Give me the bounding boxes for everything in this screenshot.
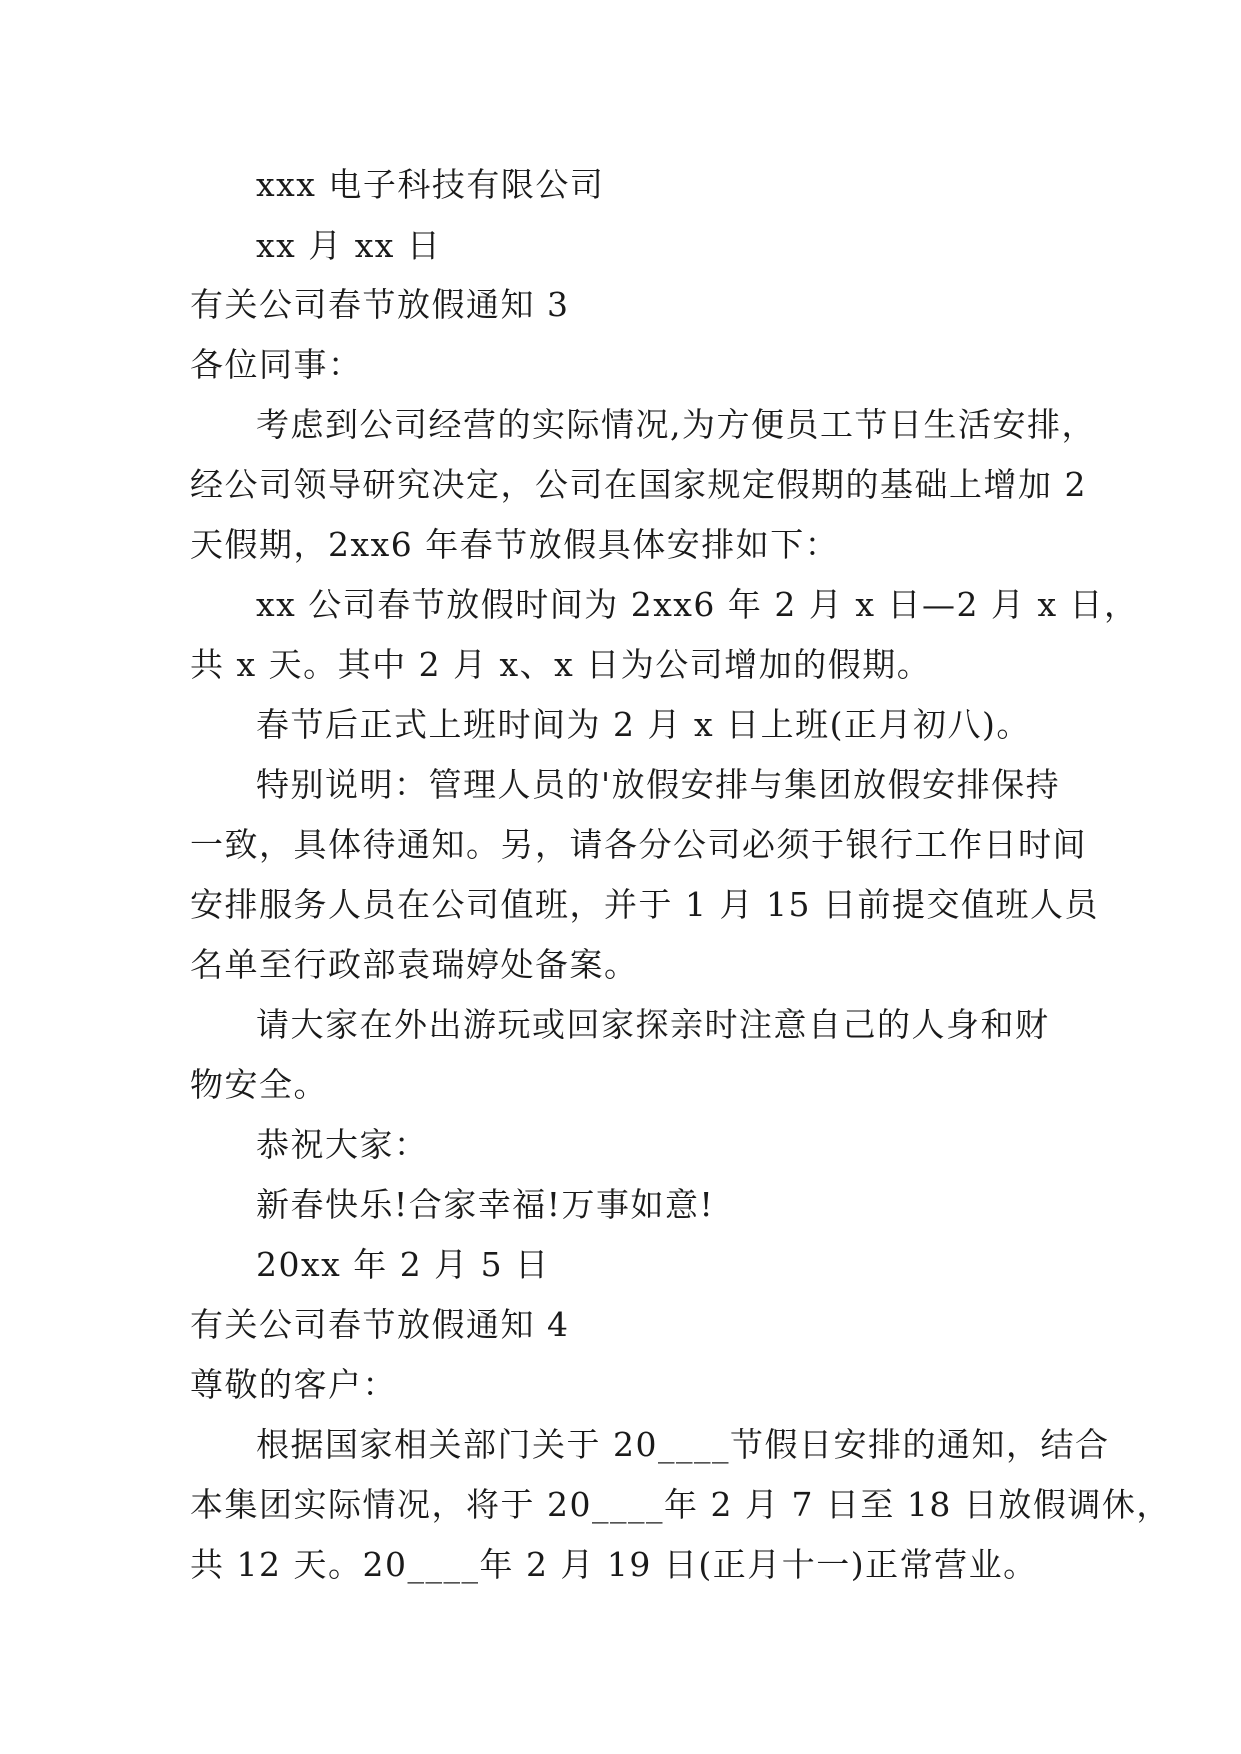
paragraph-line: 天假期，2xx6 年春节放假具体安排如下： [190,525,840,564]
paragraph-line: 本集团实际情况，将于 20____年 2 月 7 日至 18 日放假调休， [190,1485,1171,1524]
paragraph-line: 考虑到公司经营的实际情况,为方便员工节日生活安排， [256,405,1096,444]
notice-3-greeting: 各位同事： [190,345,363,384]
notice-4-greeting: 尊敬的客户： [190,1365,397,1404]
notice-3-title: 有关公司春节放假通知 3 [190,285,570,324]
paragraph-line: 共 x 天。其中 2 月 x、x 日为公司增加的假期。 [190,645,932,684]
paragraph-line: 经公司领导研究决定，公司在国家规定假期的基础上增加 2 [190,465,1087,504]
signature-date: xx 月 xx 日 [256,226,442,265]
paragraph-line: 一致，具体待通知。另，请各分公司必须于银行工作日时间 [190,825,1087,864]
paragraph-line: 共 12 天。20____年 2 月 19 日(正月十一)正常营业。 [190,1545,1038,1584]
wishes-intro: 恭祝大家： [256,1125,429,1164]
paragraph-line: 名单至行政部袁瑞婷处备案。 [190,945,639,984]
paragraph-line: xx 公司春节放假时间为 2xx6 年 2 月 x 日—2 月 x 日， [256,585,1139,624]
paragraph-line: 根据国家相关部门关于 20____节假日安排的通知，结合 [256,1425,1110,1464]
notice-3-date: 20xx 年 2 月 5 日 [256,1245,550,1284]
paragraph-line: 春节后正式上班时间为 2 月 x 日上班(正月初八)。 [256,705,1031,744]
paragraph-line: 物安全。 [190,1065,328,1104]
wishes-text: 新春快乐!合家幸福!万事如意! [256,1185,715,1224]
paragraph-line: 安排服务人员在公司值班，并于 1 月 15 日前提交值班人员 [190,885,1099,924]
notice-4-title: 有关公司春节放假通知 4 [190,1305,570,1344]
paragraph-line: 特别说明：管理人员的'放假安排与集团放假安排保持 [256,765,1061,804]
paragraph-line: 请大家在外出游玩或回家探亲时注意自己的人身和财 [256,1005,1050,1044]
signature-company: xxx 电子科技有限公司 [256,165,605,204]
